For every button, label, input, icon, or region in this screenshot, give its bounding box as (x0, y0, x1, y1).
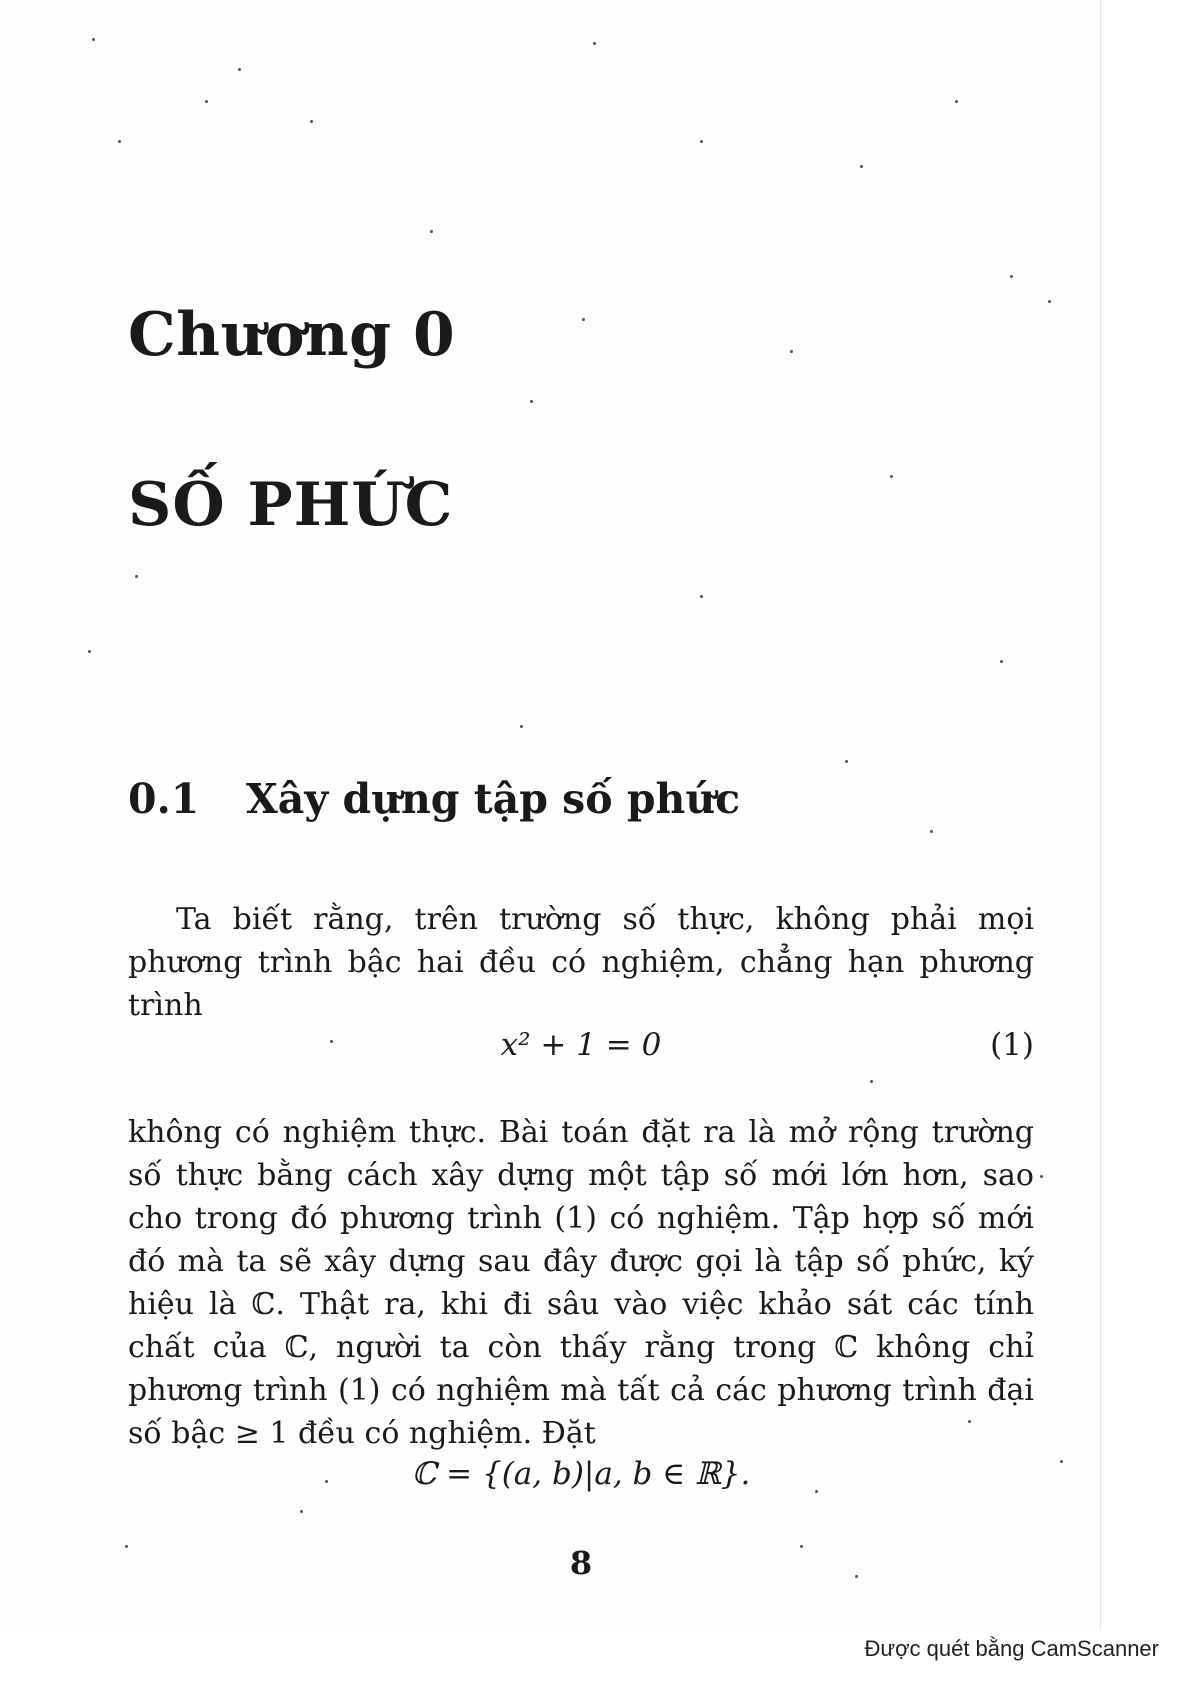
scan-speck (930, 830, 933, 833)
scan-speck (582, 318, 585, 321)
scan-speck (700, 595, 703, 598)
scan-speck (790, 350, 793, 353)
scan-speck (310, 120, 313, 123)
scan-speck (593, 42, 596, 45)
scan-speck (1010, 275, 1013, 278)
scan-speck (955, 100, 958, 103)
section-heading (128, 775, 740, 823)
scan-speck (870, 1080, 873, 1083)
scan-speck (890, 475, 893, 478)
equation-expression: x² + 1 = 0 (500, 1027, 662, 1063)
scanner-watermark: Được quét bằng CamScanner (864, 1636, 1159, 1661)
scan-speck (88, 650, 91, 653)
equation-1 (128, 1027, 1034, 1063)
scan-speck (205, 100, 208, 103)
scan-speck (300, 1510, 303, 1513)
scan-speck (1040, 1175, 1043, 1178)
scan-speck (860, 165, 863, 168)
scan-speck (1048, 300, 1051, 303)
scan-margin (1100, 0, 1191, 1630)
scan-speck (530, 400, 533, 403)
scan-speck (700, 140, 703, 143)
section-title: Xây dựng tập số phức (246, 775, 741, 823)
chapter-label: Chương 0 (128, 300, 456, 370)
scan-speck (135, 575, 138, 578)
equation-2 (128, 1456, 1034, 1492)
scan-speck (238, 68, 241, 71)
chapter-title: SỐ PHỨC (128, 470, 454, 540)
equation-expression: ℂ = {(a, b)|a, b ∈ ℝ}. (411, 1456, 751, 1492)
equation-number: (1) (990, 1027, 1034, 1063)
scan-speck (1060, 1460, 1063, 1463)
scan-speck (845, 760, 848, 763)
paragraph-intro: Ta biết rằng, trên trường số thực, không phải mọi phương trình bậc hai đều có nghiệm, chẳng hạn phương trình (128, 902, 1034, 1023)
section-number: 0.1 (128, 775, 200, 823)
page-number: 8 (569, 1544, 593, 1582)
scan-speck (118, 140, 121, 143)
scan-speck (520, 725, 523, 728)
paragraph-body: không có nghiệm thực. Bài toán đặt ra là mở rộng trường số thực bằng cách xây dựng một tập số mới lớn hơn, sao cho trong đó phương trình (1) có nghiệm. Tập hợp số mới đó mà ta sẽ xây dựng sau đây được gọi là tập số phức, ký hiệu là ℂ. Thật ra, khi đi sâu vào việc khảo sát các tính chất của ℂ, người ta còn thấy rằng trong ℂ không chỉ phương trình (1) có nghiệm mà tất cả các phương trình đại số bậc ≥ 1 đều có nghiệm. Đặt (128, 1115, 1034, 1451)
scan-speck (1000, 660, 1003, 663)
scan-speck (430, 230, 433, 233)
scan-speck (92, 38, 95, 41)
